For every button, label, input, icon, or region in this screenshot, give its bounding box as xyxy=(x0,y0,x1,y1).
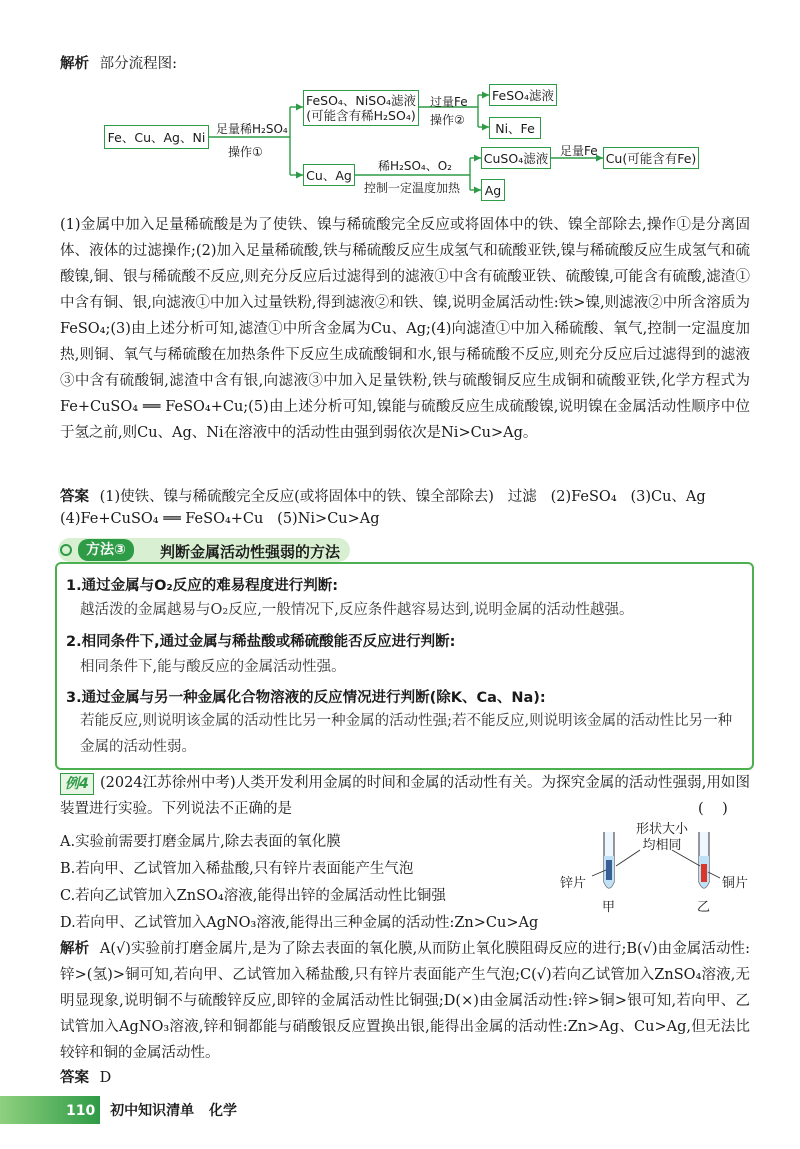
answer-2-value: D xyxy=(99,1070,112,1086)
option-a: A.实验前需要打磨金属片,除去表面的氧化膜 xyxy=(60,834,341,850)
flow-step1-top: 足量稀H₂SO₄ xyxy=(216,122,288,136)
figure-tube1-label: 甲 xyxy=(602,900,616,915)
answer-line-1 xyxy=(60,485,706,506)
test-tube-figure xyxy=(560,822,760,922)
flow-start-box: Fe、Cu、Ag、Ni xyxy=(104,125,209,149)
answer-text-1: (1)使铁、镍与稀硫酸完全反应(或将固体中的铁、镍全部除去) 过滤 (2)FeSO₄ (3)Cu、Ag xyxy=(99,489,706,505)
answer-bracket: ( ) xyxy=(698,801,728,817)
flow-residue1-box: Cu、Ag xyxy=(303,164,355,186)
figure-tube2-label: 乙 xyxy=(697,900,711,915)
method-title: 判断金属活动性强弱的方法 xyxy=(160,543,341,561)
option-b: B.若向甲、乙试管加入稀盐酸,只有锌片表面能产生气泡 xyxy=(60,861,414,877)
flow-filtrate2-box: FeSO₄滤液 xyxy=(489,84,557,106)
analysis-2-body: A(√)实验前打磨金属片,是为了除去表面的氧化膜,从而防止氧化膜阻碍反应的进行;B(√)由金属活动性:锌>(氢)>铜可知,若向甲、乙试管加入稀盐酸,只有锌片表面能产生气泡;C(√)若向乙试管加入ZnSO₄溶液,无明显现象,说明铜不与硫酸锌反应,即锌的金属活动性比铜强;D(×)由金属活动性:锌>铜>银可知,若向甲、乙试管加入AgNO₃溶液,锌和铜都能与硝酸银反应置换出银,能得出金属的活动性:Zn>Ag、Cu>Ag,但无法比较锌和铜的金属活动性。 xyxy=(60,941,751,1061)
page-number: 110 xyxy=(66,1103,96,1119)
method-item-3-head: 3.通过金属与另一种金属化合物溶液的反应情况进行判断(除K、Ca、Na): xyxy=(66,690,546,706)
flow-filtrate1-box: FeSO₄、NiSO₄滤液 (可能含有稀H₂SO₄) xyxy=(303,90,419,126)
flow-step2-bottom: 操作② xyxy=(430,113,465,127)
subject: 化学 xyxy=(208,1103,237,1119)
figure-note: 形状大小 均相同 xyxy=(636,822,689,853)
answer-2-label: 答案 xyxy=(60,1070,89,1086)
method-item-1-head: 1.通过金属与O₂反应的难易程度进行判断: xyxy=(66,578,339,594)
analysis-body: (1)金属中加入足量稀硫酸是为了使铁、镍与稀硫酸完全反应或将固体中的铁、镍全部除去,操作①是分离固体、液体的过滤操作;(2)加入足量稀硫酸,铁与稀硫酸反应生成氢气和硫酸亚铁,镍与稀硫酸反应生成氢气和硫酸镍,铜、银与稀硫酸不反应,则充分反应后过滤得到的滤液①中含有硫酸亚铁、硫酸镍,可能含有硫酸,滤渣①中含有铜、银,向滤液①中加入过量铁粉,得到滤液②和铁、镍,说明金属活动性:铁>镍,则滤液②中所含溶质为FeSO₄;(3)由上述分析可知,滤渣①中所含金属为Cu、Ag;(4)向滤渣①中加入稀硫酸、氧气,控制一定温度加热,则铜、氧气与稀硫酸在加热条件下反应生成硫酸铜和水,银与稀硫酸不反应,则充分反应后过滤得到的滤液③中含有硫酸铜,滤渣中含有银,向滤液③中加入足量铁粉,铁与硫酸铜反应生成铜和硫酸亚铁,化学方程式为Fe+CuSO₄ ══ FeSO₄+Cu;(5)由上述分析可知,镍能与硫酸反应生成硫酸镍,说明镍在金属活动性顺序中位于氢之前,则Cu、Ag、Ni在溶液中的活动性由强到弱依次是Ni>Cu>Ag。 xyxy=(60,217,750,441)
example-tag: 例4 xyxy=(60,773,94,795)
analysis-intro: 部分流程图: xyxy=(99,56,177,72)
flow-step2-top: 过量Fe xyxy=(430,95,468,109)
book-title: 初中知识清单 xyxy=(110,1103,195,1119)
flow-filtrate3-box: CuSO₄滤液 xyxy=(481,147,551,169)
flow-step1-bottom: 操作① xyxy=(228,145,263,159)
flow-step3-bottom: 控制一定温度加热 xyxy=(364,181,461,195)
method-item-2-body: 相同条件下,能与酸反应的金属活动性强。 xyxy=(80,659,346,675)
answer-text-2: (4)Fe+CuSO₄ ══ FeSO₄+Cu (5)Ni>Cu>Ag xyxy=(60,511,380,527)
example-stem: (2024江苏徐州中考)人类开发利用金属的时间和金属的活动性有关。为探究金属的活动性强弱,用如图装置进行实验。下列说法不正确的是 xyxy=(60,775,750,817)
analysis-header xyxy=(60,52,177,73)
flow-solid2-box: Ni、Fe xyxy=(489,117,541,139)
flow-chart xyxy=(0,80,800,205)
option-c: C.若向乙试管加入ZnSO₄溶液,能得出锌的金属活动性比铜强 xyxy=(60,888,446,904)
flow-solid3-box: Ag xyxy=(481,179,505,201)
method-item-3-body: 若能反应,则说明该金属的活动性比另一种金属的活动性强;若不能反应,则说明该金属的活动性比另一种金属的活动性弱。 xyxy=(80,713,733,755)
option-d: D.若向甲、乙试管加入AgNO₃溶液,能得出三种金属的活动性:Zn>Cu>Ag xyxy=(60,915,539,931)
answer-label: 答案 xyxy=(60,489,89,505)
method-item-2-head: 2.相同条件下,通过金属与稀盐酸或稀硫酸能否反应进行判断: xyxy=(66,634,456,650)
method-item-1-body: 越活泼的金属越易与O₂反应,一般情况下,反应条件越容易达到,说明金属的活动性越强。 xyxy=(80,602,634,618)
analysis-2-label: 解析 xyxy=(60,941,90,957)
figure-copper-label: 铜片 xyxy=(722,876,749,891)
footer xyxy=(66,1100,237,1120)
flow-product4-box: Cu(可能含有Fe) xyxy=(603,147,699,169)
flow-step4-top: 足量Fe xyxy=(560,144,598,158)
figure-zinc-label: 锌片 xyxy=(560,876,587,891)
method-tag: 方法③ xyxy=(78,539,134,561)
answer-2 xyxy=(60,1066,111,1087)
circle-icon xyxy=(60,544,72,556)
flow-step3-top: 稀H₂SO₄、O₂ xyxy=(378,159,452,173)
analysis-2 xyxy=(60,936,750,1066)
analysis-label: 解析 xyxy=(60,56,89,72)
